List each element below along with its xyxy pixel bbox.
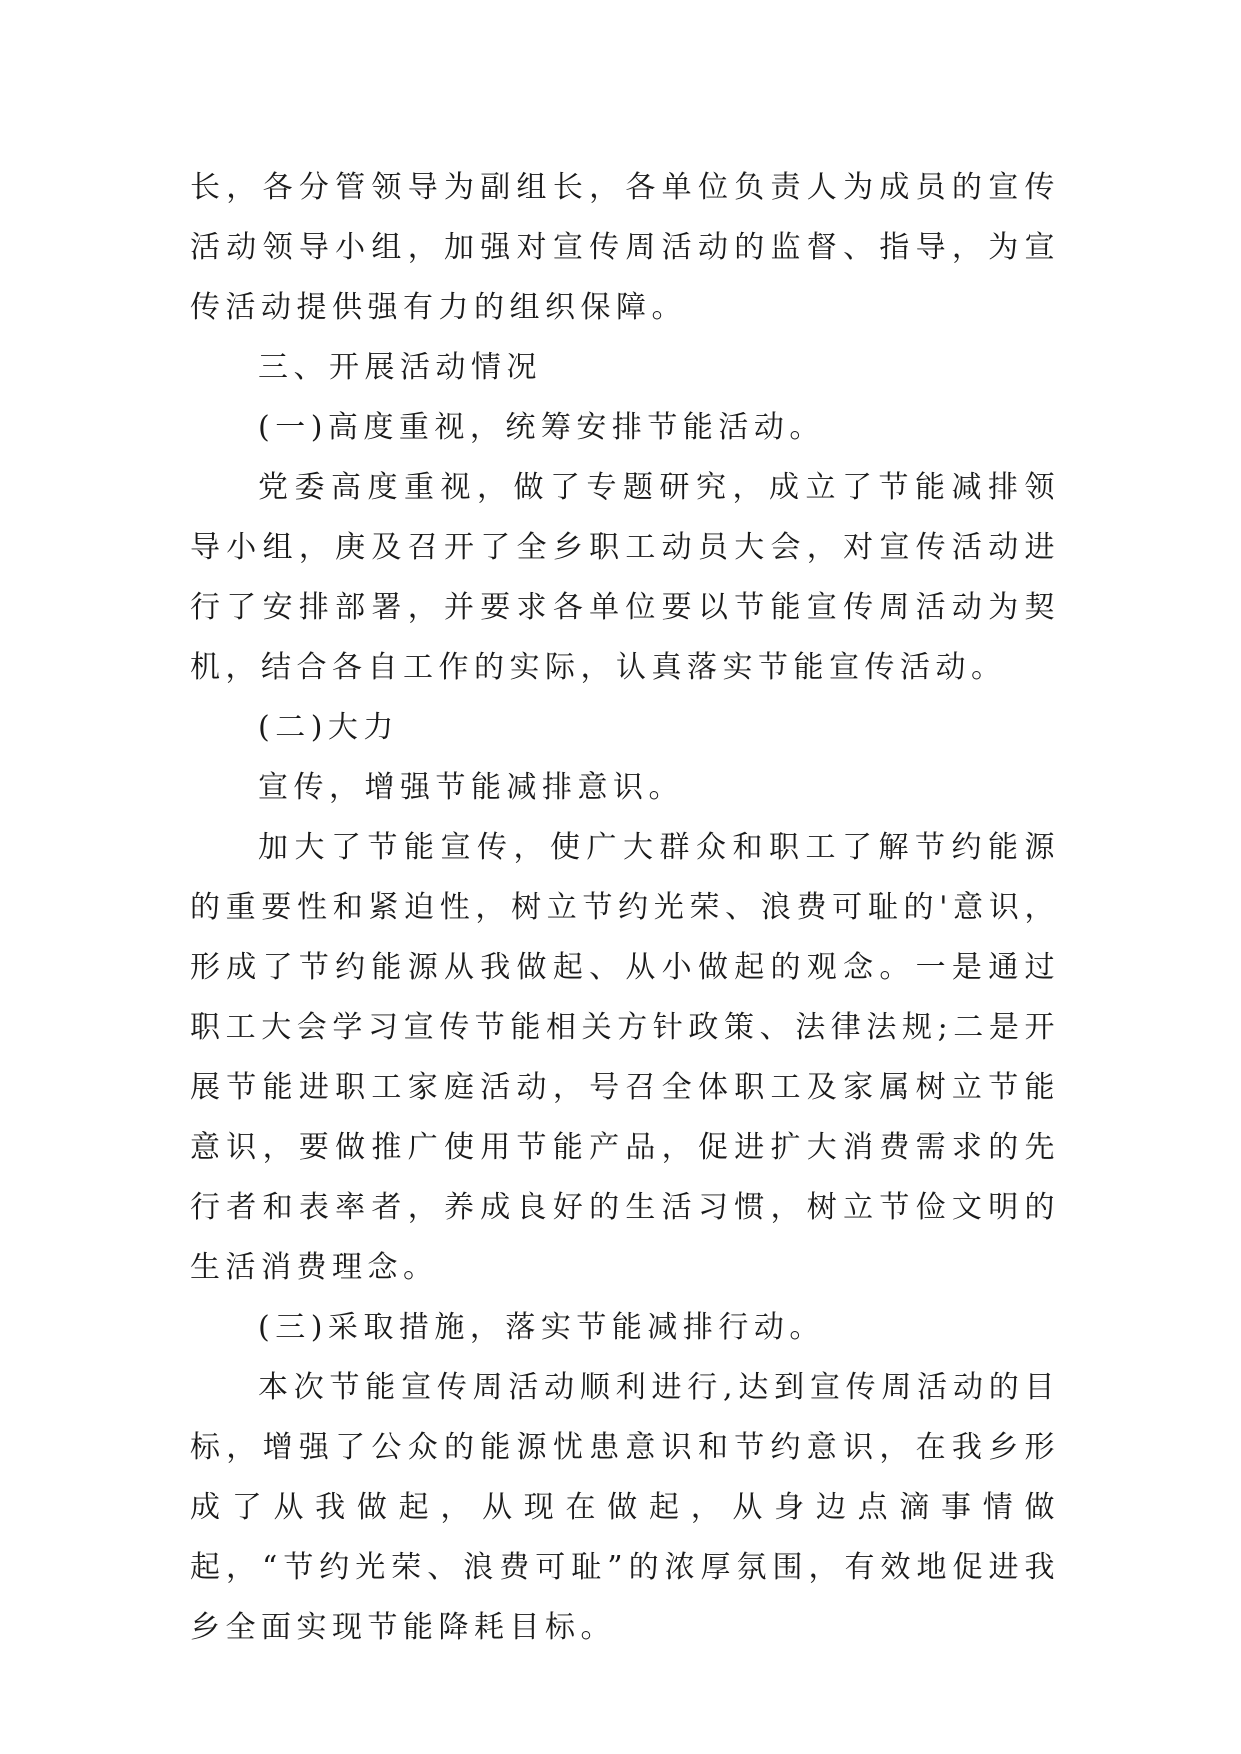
paragraph-party-committee: 党委高度重视，做了专题研究，成立了节能减排领导小组，庚及召开了全乡职工动员大会，对宣传活动进行了安排部署，并要求各单位要以节能宣传周活动为契机，结合各自工作的实际，认真落实节能宣传活动。 bbox=[190, 470, 1060, 685]
paragraph-leadership-group: 长，各分管领导为副组长，各单位负责人为成员的宣传活动领导小组，加强对宣传周活动的监督、指导，为宣传活动提供强有力的组织保障。 bbox=[190, 170, 1060, 325]
subheading-2-part2: 宣传，增强节能减排意识。 bbox=[258, 770, 684, 805]
subheading-3: (三)采取措施，落实节能减排行动。 bbox=[258, 1310, 825, 1345]
section-heading-activities: 三、开展活动情况 bbox=[258, 350, 542, 385]
paragraph-conclusion: 本次节能宣传周活动顺利进行,达到宣传周活动的目标，增强了公众的能源忧患意识和节约意识，在我乡形成了从我做起，从现在做起，从身边点滴事情做起，“节约光荣、浪费可耻”的浓厚氛围，有效地促进我乡全面实现节能降耗目标。 bbox=[190, 1370, 1060, 1645]
paragraph-publicity: 加大了节能宣传，使广大群众和职工了解节约能源的重要性和紧迫性，树立节约光荣、浪费可耻的'意识，形成了节约能源从我做起、从小做起的观念。一是通过职工大会学习宣传节能相关方针政策、法律法规;二是开展节能进职工家庭活动，号召全体职工及家属树立节能意识，要做推广使用节能产品，促进扩大消费需求的先行者和表率者，养成良好的生活习惯，树立节俭文明的生活消费理念。 bbox=[190, 830, 1060, 1285]
document-body bbox=[190, 158, 1060, 1658]
subheading-2-part1: (二)大力 bbox=[258, 710, 399, 745]
subheading-1: (一)高度重视，统筹安排节能活动。 bbox=[258, 410, 825, 445]
